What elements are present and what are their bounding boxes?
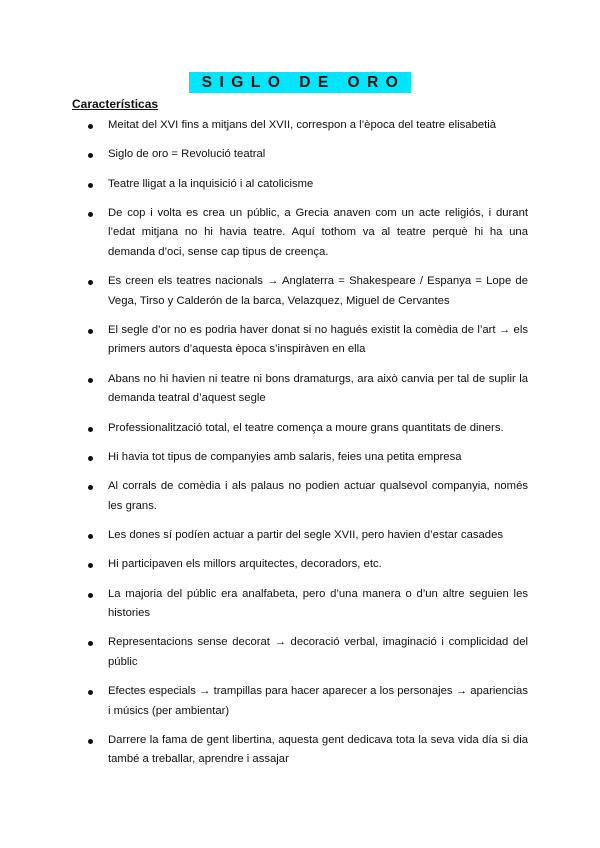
bullet-icon [88, 212, 93, 217]
list-item [72, 633, 528, 672]
title-container [0, 72, 600, 93]
list-item [72, 731, 528, 770]
list-item-text: Al corrals de comèdia i als palaus no podien actuar qualsevol companyia, només les grans. [108, 480, 528, 512]
bullet-icon [88, 183, 93, 188]
list-item-text: Es creen els teatres nacionals → Anglaterra = Shakespeare / Espanya = Lope de Vega, Tirso y Calderón de la barca, Velazquez, Miguel de Cervantes [108, 275, 528, 307]
bullet-icon [88, 124, 93, 129]
list-item [72, 477, 528, 516]
page-title: SIGLO DE ORO [189, 72, 412, 93]
characteristics-list [72, 116, 528, 780]
list-item-text: De cop i volta es crea un públic, a Grecia anaven com un acte religiós, i durant l’edat mitjana no hi havia teatre. Aquí tothom va al teatre perquè hi ha una demanda d’oci, sense cap tipus de creença. [108, 206, 528, 258]
list-item [72, 682, 528, 721]
list-item [72, 175, 528, 195]
list-item [72, 204, 528, 263]
list-item-text: Darrere la fama de gent libertina, aquesta gent dedicava tota la seva vida día si dia també a treballar, aprendre i assajar [108, 733, 528, 766]
bullet-icon [88, 456, 93, 461]
bullet-icon [88, 485, 93, 490]
bullet-icon [88, 534, 93, 539]
list-item [72, 448, 528, 468]
list-item-text: Hi havia tot tipus de companyies amb salaris, feies una petita empresa [108, 450, 462, 463]
bullet-icon [88, 280, 93, 285]
bullet-icon [88, 427, 93, 432]
list-item [72, 555, 528, 575]
list-item [72, 585, 528, 624]
list-item [72, 419, 528, 439]
bullet-icon [88, 329, 93, 334]
list-item-text: Teatre lligat a la inquisició i al catolicisme [108, 177, 314, 190]
list-item-text: Siglo de oro = Revolució teatral [108, 148, 266, 161]
list-item-text: Representacions sense decorat → decoració verbal, imaginació i complicidad del públic [108, 636, 528, 668]
list-item-text: Efectes especials → trampillas para hacer aparecer a los personajes → apariencias i músics (per ambientar) [108, 685, 528, 717]
bullet-icon [88, 563, 93, 568]
list-item-text: Meitat del XVI fins a mitjans del XVII, correspon a l’època del teatre elisabetià [108, 119, 497, 131]
list-item [72, 370, 528, 409]
bullet-icon [88, 153, 93, 158]
bullet-icon [88, 593, 93, 598]
list-item [72, 116, 528, 136]
bullet-icon [88, 739, 93, 744]
list-item [72, 145, 528, 165]
list-item-text: Les dones sí podíen actuar a partir del segle XVII, pero havien d’estar casades [108, 528, 504, 541]
list-item-text: Professionalització total, el teatre comença a moure grans quantitats de diners. [108, 421, 504, 434]
list-item-text: Hi participaven els millors arquitectes, decoradors, etc. [108, 558, 382, 571]
list-item [72, 321, 528, 360]
list-item [72, 272, 528, 311]
list-item-text: Abans no hi havien ni teatre ni bons dramaturgs, ara això canvia per tal de suplir la demanda teatral d’aquest segle [108, 372, 528, 405]
list-item-text: El segle d’or no es podria haver donat si no hagués existit la comèdia de l’art → els primers autors d’aquesta època s’inspiràven en ella [108, 323, 528, 356]
list-item-text: La majoria del públic era analfabeta, pero d’una manera o d’un altre seguien les histories [108, 587, 528, 620]
section-heading: Características [72, 97, 159, 111]
bullet-icon [88, 641, 93, 646]
bullet-icon [88, 378, 93, 383]
bullet-icon [88, 690, 93, 695]
list-item [72, 526, 528, 546]
